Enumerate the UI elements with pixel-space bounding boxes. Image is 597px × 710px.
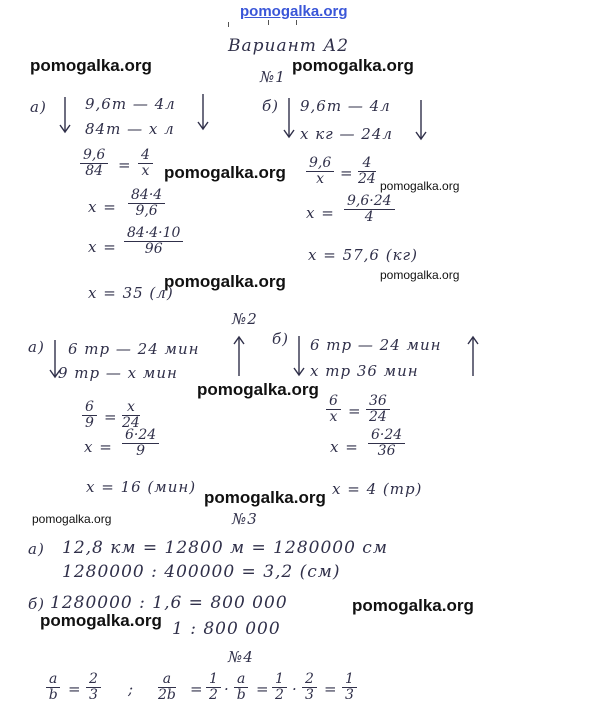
arrow-down-icon [282, 96, 296, 140]
fraction: $\frac{1}{2}$ [272, 672, 287, 703]
watermark: pomogalka.org [204, 488, 326, 507]
arrow-down-icon [196, 92, 210, 132]
multiply-dot: · [292, 680, 298, 698]
scan-mark [268, 20, 269, 25]
scan-mark [228, 22, 229, 27]
task1b-row2: x кг — 24л [300, 125, 393, 143]
task1a-step1-lhs: x = [88, 198, 117, 216]
task3a-line2: 1280000 : 400000 = 3,2 (см) [62, 562, 341, 582]
task2b-row2: x тр 36 мин [310, 362, 419, 380]
task3b-line2: 1 : 800 000 [172, 619, 281, 639]
task1-number: №1 [260, 68, 286, 86]
fraction: $\frac{6\cdot 24}{9}$ [122, 428, 159, 459]
equals-sign: = [348, 402, 362, 420]
variant-title: Вариант А2 [228, 36, 350, 56]
watermark: pomogalka.org [32, 512, 112, 526]
task3a-line1: 12,8 км = 12800 м = 1280000 см [62, 538, 388, 558]
task2a-row2: 9 тр — x мин [58, 364, 178, 382]
arrow-down-icon [414, 98, 428, 142]
fraction: $\frac{9,6}{x}$ [306, 156, 334, 187]
equals-sign: = [68, 680, 82, 698]
fraction: $\frac{84\cdot 4\cdot 10}{96}$ [124, 226, 183, 257]
arrow-down-icon [58, 95, 72, 135]
fraction: $\frac{6\cdot 24}{36}$ [368, 428, 405, 459]
fraction: $\frac{9,6\cdot 24}{4}$ [344, 194, 395, 225]
watermark: pomogalka.org [40, 611, 162, 630]
task2b-step1-lhs: x = [330, 438, 359, 456]
task1a-label: а) [30, 98, 47, 116]
scan-mark [296, 20, 297, 25]
task2b-answer: x = 4 (тр) [332, 480, 423, 498]
separator: ; [128, 680, 135, 698]
task2b-row1: 6 тр — 24 мин [310, 336, 442, 354]
fraction: $\frac{36}{24}$ [366, 394, 390, 425]
equals-sign: = [324, 680, 338, 698]
task1a-row2: 84т — x л [85, 120, 175, 138]
equals-sign: = [104, 408, 118, 426]
fraction: $\frac{4}{x}$ [138, 148, 153, 179]
watermark: pomogalka.org [292, 56, 414, 75]
task1b-label: б) [262, 97, 280, 115]
arrow-up-icon [466, 334, 480, 378]
fraction: $\frac{a}{2b}$ [158, 671, 176, 703]
watermark: pomogalka.org [197, 380, 319, 399]
watermark-top[interactable]: pomogalka.org [240, 3, 348, 20]
task3a-label: а) [28, 540, 45, 558]
fraction: $\frac{a}{b}$ [234, 672, 248, 703]
task2b-label: б) [272, 330, 290, 348]
equals-sign: = [256, 680, 270, 698]
fraction: $\frac{6}{9}$ [82, 400, 97, 431]
task1b-step1-lhs: x = [306, 204, 335, 222]
task3b-line1: 1280000 : 1,6 = 800 000 [50, 593, 288, 613]
arrow-up-icon [232, 334, 246, 378]
watermark: pomogalka.org [380, 268, 460, 282]
task2a-step1-lhs: x = [84, 438, 113, 456]
watermark: pomogalka.org [352, 596, 474, 615]
arrow-down-icon [292, 334, 306, 378]
watermark: pomogalka.org [380, 179, 460, 193]
fraction: $\frac{2}{3}$ [86, 672, 101, 703]
watermark: pomogalka.org [164, 163, 286, 182]
task1b-answer: x = 57,6 (кг) [308, 246, 418, 264]
task1a-step2-lhs: x = [88, 238, 117, 256]
fraction: $\frac{x}{24}$ [122, 399, 140, 431]
task2a-answer: x = 16 (мин) [86, 478, 197, 496]
fraction: $\frac{6}{x}$ [326, 394, 341, 425]
fraction: $\frac{4}{24}$ [358, 155, 376, 187]
multiply-dot: · [224, 680, 230, 698]
task3-number: №3 [232, 510, 258, 528]
fraction: $\frac{1}{2}$ [206, 672, 221, 703]
watermark: pomogalka.org [30, 56, 152, 75]
task2a-label: а) [28, 338, 45, 356]
equals-sign: = [340, 164, 354, 182]
equals-sign: = [190, 680, 204, 698]
watermark: pomogalka.org [164, 272, 286, 291]
fraction: $\frac{9,6}{84}$ [80, 148, 108, 179]
fraction: $\frac{1}{3}$ [342, 672, 357, 703]
fraction: $\frac{84\cdot 4}{9,6}$ [128, 188, 165, 219]
task2-number: №2 [232, 310, 258, 328]
task4-number: №4 [228, 648, 254, 666]
equals-sign: = [118, 156, 132, 174]
task1a-row1: 9,6т — 4л [85, 95, 176, 113]
task1b-row1: 9,6т — 4л [300, 97, 391, 115]
fraction: $\frac{2}{3}$ [302, 672, 317, 703]
task1a-answer: x = 35 (л) [88, 284, 174, 302]
task2a-row1: 6 тр — 24 мин [68, 340, 200, 358]
task3b-label: б) [28, 595, 46, 613]
fraction: $\frac{a}{b}$ [46, 672, 60, 703]
